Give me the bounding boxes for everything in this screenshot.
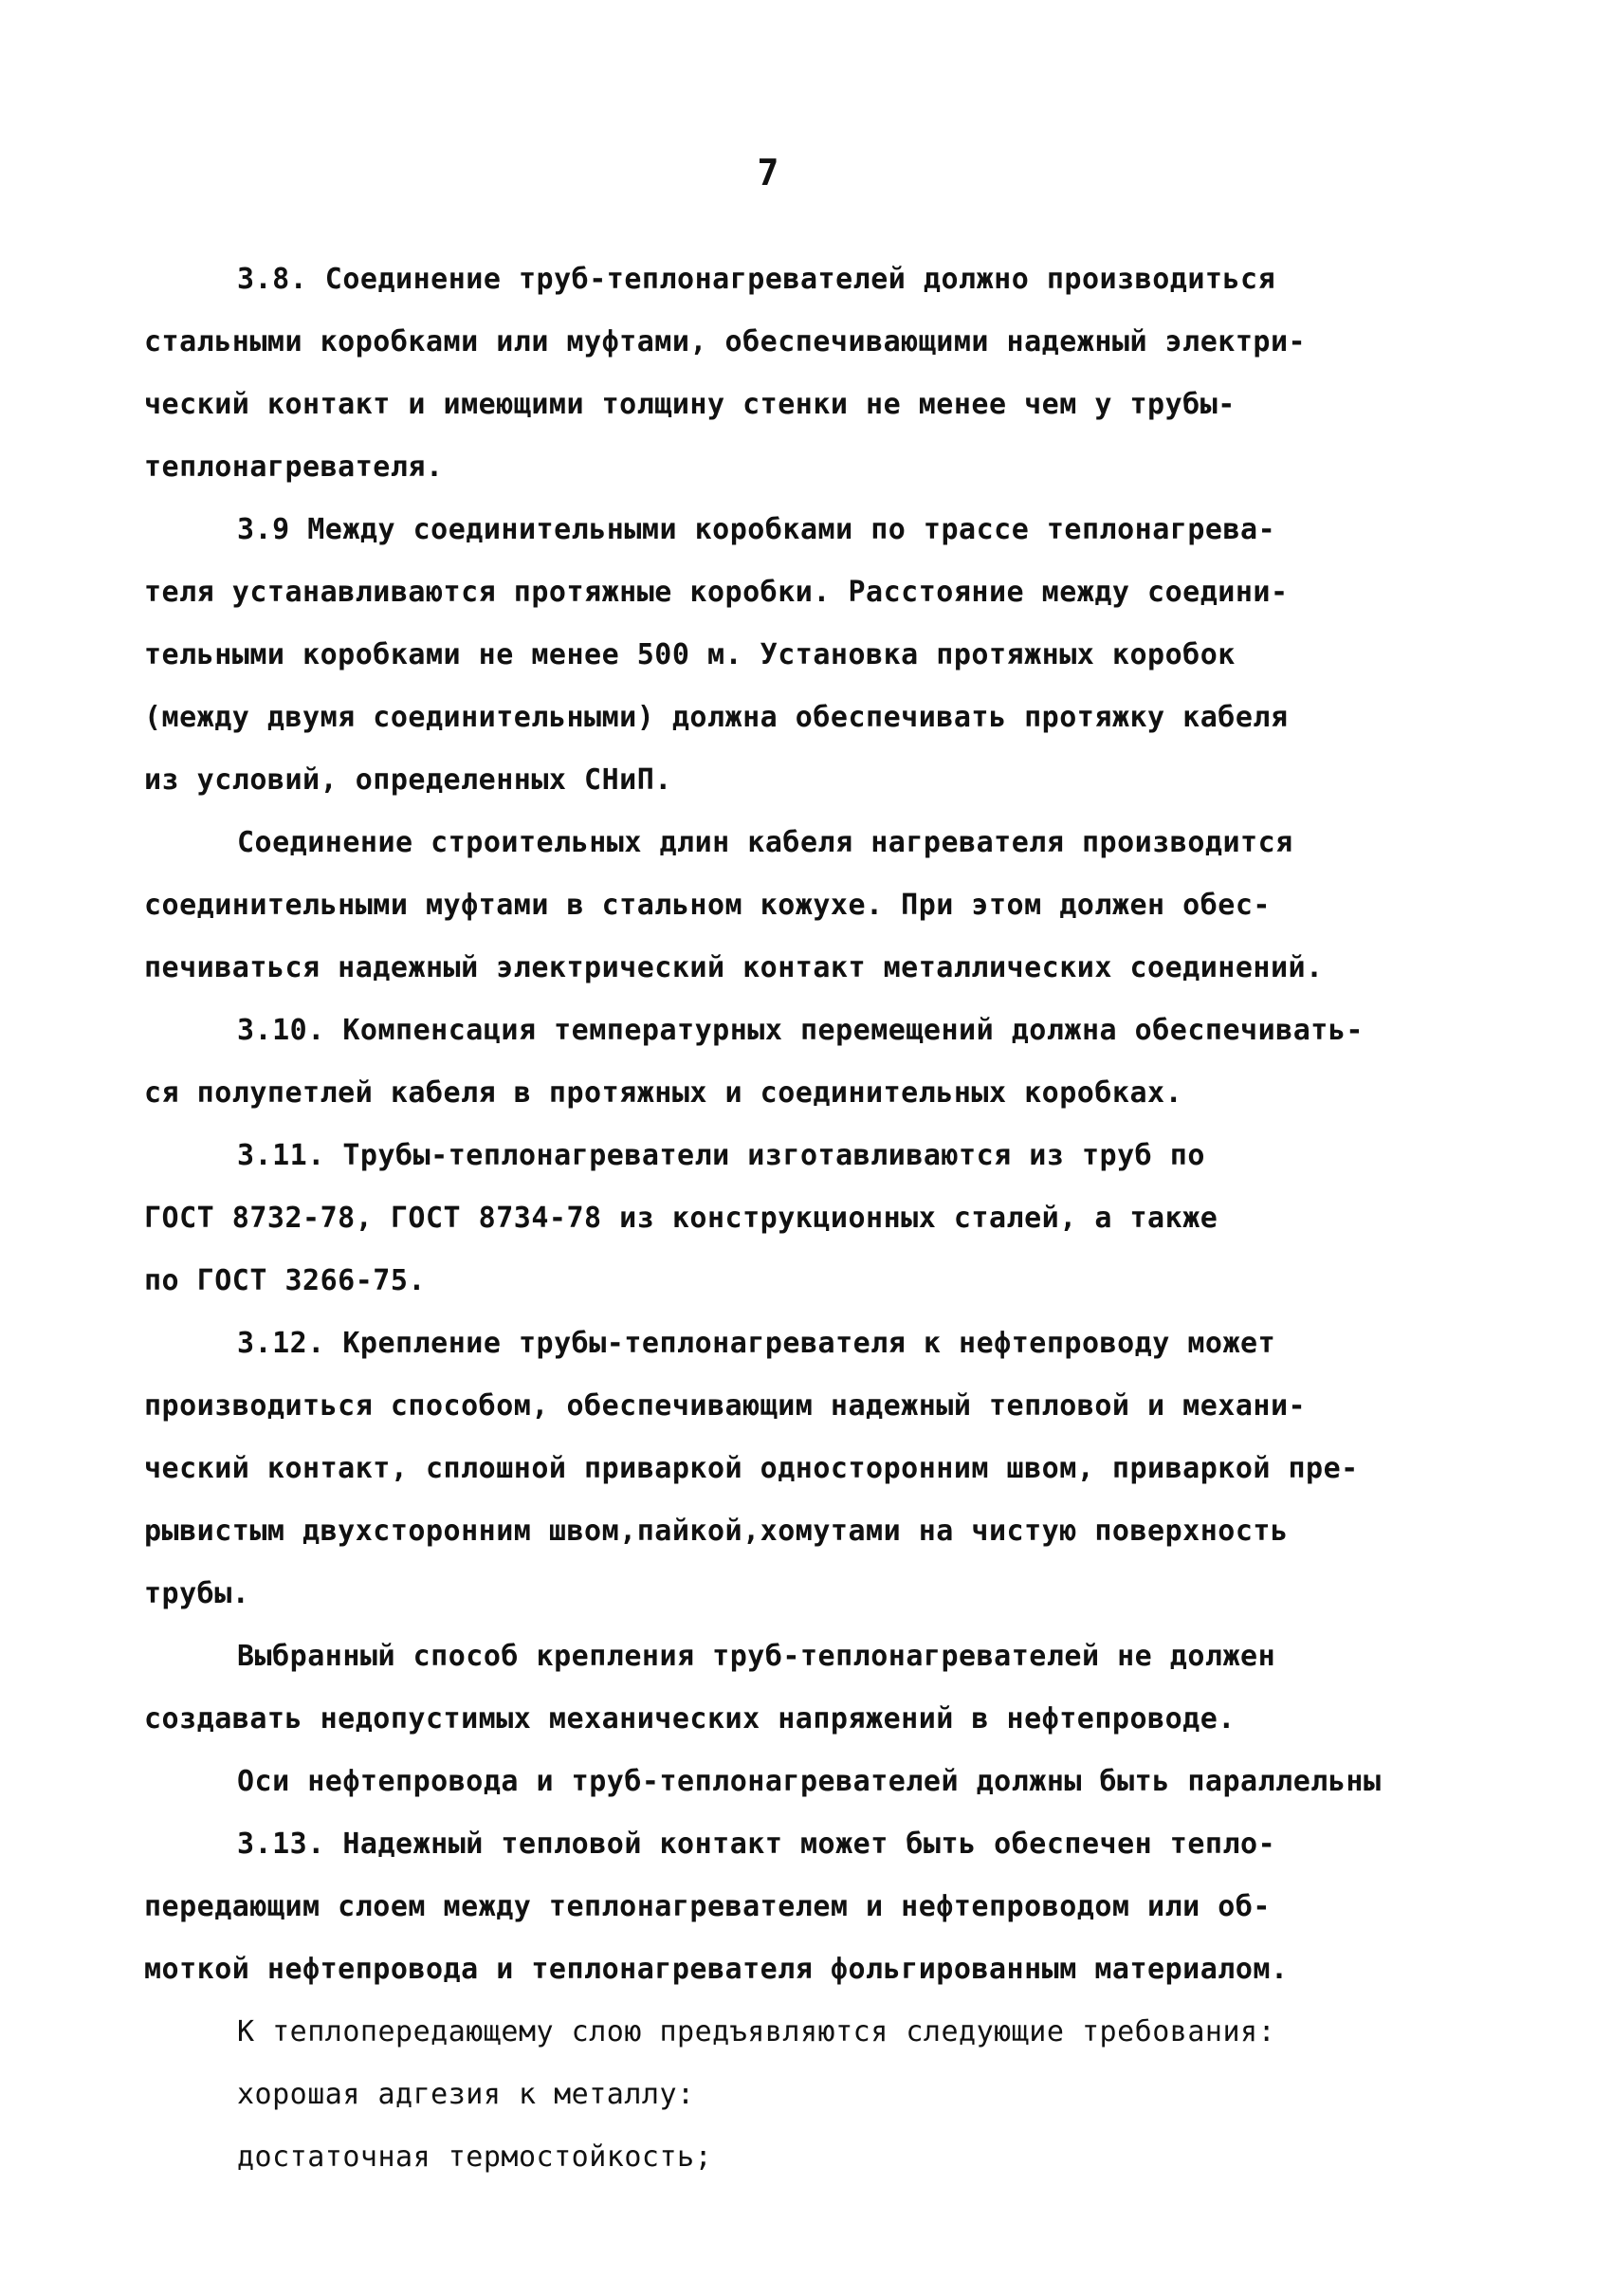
text-line: ческий контакт, сплошной приваркой односторонним швом, приваркой пре- [144,1452,1359,1485]
text-line: достаточная термостойкость; [237,2140,713,2174]
text-line: ся полупетлей кабеля в протяжных и соединительных коробках. [144,1076,1183,1110]
text-line: моткой нефтепровода и теплонагревателя фольгированным материалом. [144,1953,1289,1986]
text-line: соединительными муфтами в стальном кожухе. При этом должен обес- [144,889,1271,922]
text-line: ГОСТ 8732-78, ГОСТ 8734-78 из конструкционных сталей, а также [144,1202,1218,1235]
text-line: теля устанавливаются протяжные коробки. Расстояние между соедини- [144,576,1289,609]
document-body [144,248,1472,2189]
text-line: стальными коробками или муфтами, обеспечивающими надежный электри- [144,325,1307,358]
text-line: рывистым двухсторонним швом,пайкой,хомутами на чистую поверхность [144,1515,1289,1548]
text-line: 3.12. Крепление трубы-теплонагревателя к нефтепроводу может [237,1327,1276,1360]
text-line: 3.13. Надежный тепловой контакт может быть обеспечен тепло- [237,1828,1276,1861]
text-line: Соединение строительных длин кабеля нагревателя производится [237,826,1293,859]
text-line: 3.11. Трубы-теплонагреватели изготавливаются из труб по [237,1139,1205,1172]
text-line: создавать недопустимых механических напряжений в нефтепроводе. [144,1702,1236,1736]
text-line: трубы. [144,1577,250,1610]
text-line: по ГОСТ 3266-75. [144,1264,426,1297]
text-line: производиться способом, обеспечивающим надежный тепловой и механи- [144,1389,1307,1423]
text-line: К теплопередающему слою предъявляются следующие требования: [237,2015,1276,2048]
text-line: теплонагревателя. [144,450,444,484]
text-line: хорошая адгезия к металлу: [237,2078,695,2111]
text-line: передающим слоем между теплонагревателем и нефтепроводом или об- [144,1890,1271,1923]
page-number: 7 [757,152,779,193]
text-line: Оси нефтепровода и труб-теплонагревателей должны быть параллельны [237,1765,1382,1798]
text-line: (между двумя соединительными) должна обеспечивать протяжку кабеля [144,701,1289,734]
text-line: 3.10. Компенсация температурных перемещений должна обеспечивать- [237,1014,1364,1047]
text-line: из условий, определенных СНиП. [144,763,672,797]
text-line: тельными коробками не менее 500 м. Установка протяжных коробок [144,638,1236,671]
text-line: Выбранный способ крепления труб-теплонагревателей не должен [237,1640,1276,1673]
text-line: ческий контакт и имеющими толщину стенки не менее чем у трубы- [144,388,1236,421]
text-line: печиваться надежный электрический контакт металлических соединений. [144,951,1324,984]
text-line: 3.9 Между соединительными коробками по трассе теплонагрева- [237,513,1276,546]
text-line: 3.8. Соединение труб-теплонагревателей должно производиться [237,263,1276,296]
